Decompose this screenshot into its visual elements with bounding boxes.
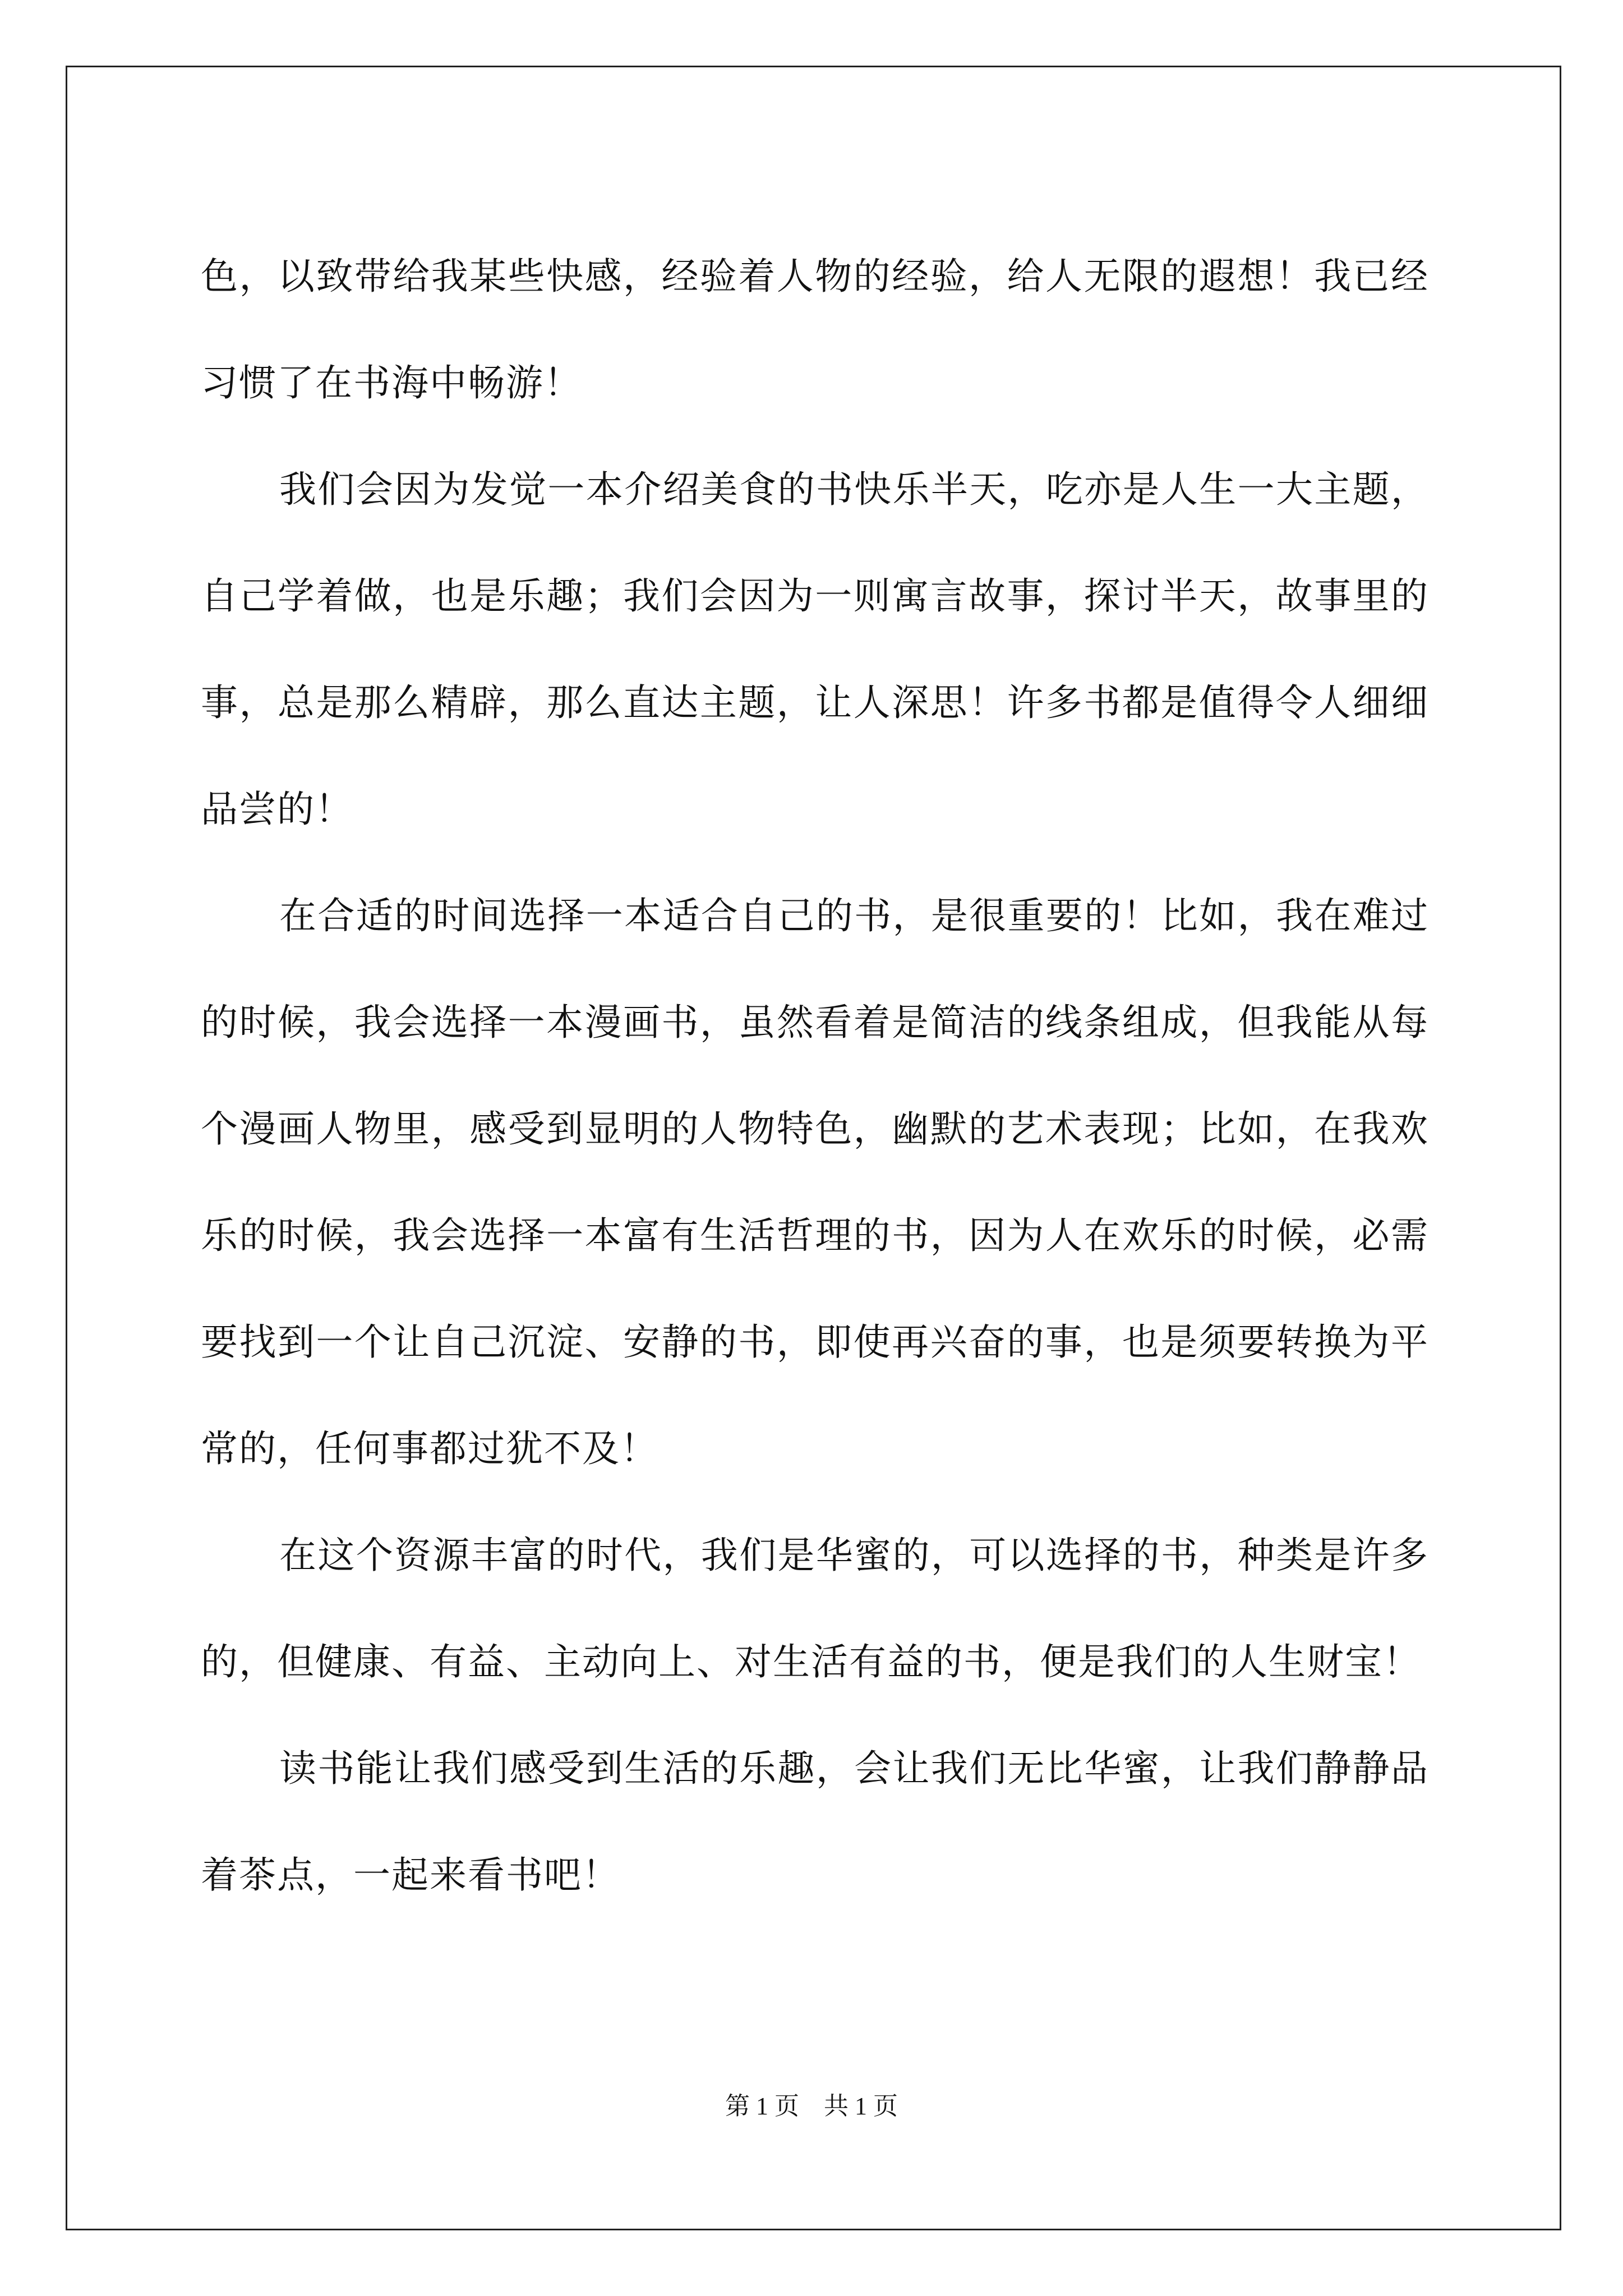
paragraph-3: 在合适的时间选择一本适合自己的书，是很重要的！比如，我在难过的时候，我会选择一本漫画书，虽然看着是简洁的线条组成，但我能从每个漫画人物里，感受到显明的人物特色，幽默的艺术表现；比如，在我欢乐的时候，我会选择一本富有生活哲理的书，因为人在欢乐的时候，必需要找到一个让自己沉淀、安静的书，即使再兴奋的事，也是须要转换为平常的，任何事都过犹不及！ [201, 894, 1429, 1470]
document-body [201, 223, 1429, 1929]
page-number-footer: 第 1 页 共 1 页 [725, 2092, 898, 2120]
paragraph-1: 色，以致带给我某些快感，经验着人物的经验，给人无限的遐想！我已经习惯了在书海中畅游！ [201, 255, 1429, 404]
paragraph-4: 在这个资源丰富的时代，我们是华蜜的，可以选择的书，种类是许多的，但健康、有益、主动向上、对生活有益的书，便是我们的人生财宝！ [201, 1534, 1429, 1683]
paragraph-2: 我们会因为发觉一本介绍美食的书快乐半天，吃亦是人生一大主题，自己学着做，也是乐趣；我们会因为一则寓言故事，探讨半天，故事里的事，总是那么精辟，那么直达主题，让人深思！许多书都是值得令人细细品尝的！ [201, 468, 1429, 831]
paragraph-5: 读书能让我们感受到生活的乐趣，会让我们无比华蜜，让我们静静品着茶点，一起来看书吧！ [201, 1747, 1429, 1897]
